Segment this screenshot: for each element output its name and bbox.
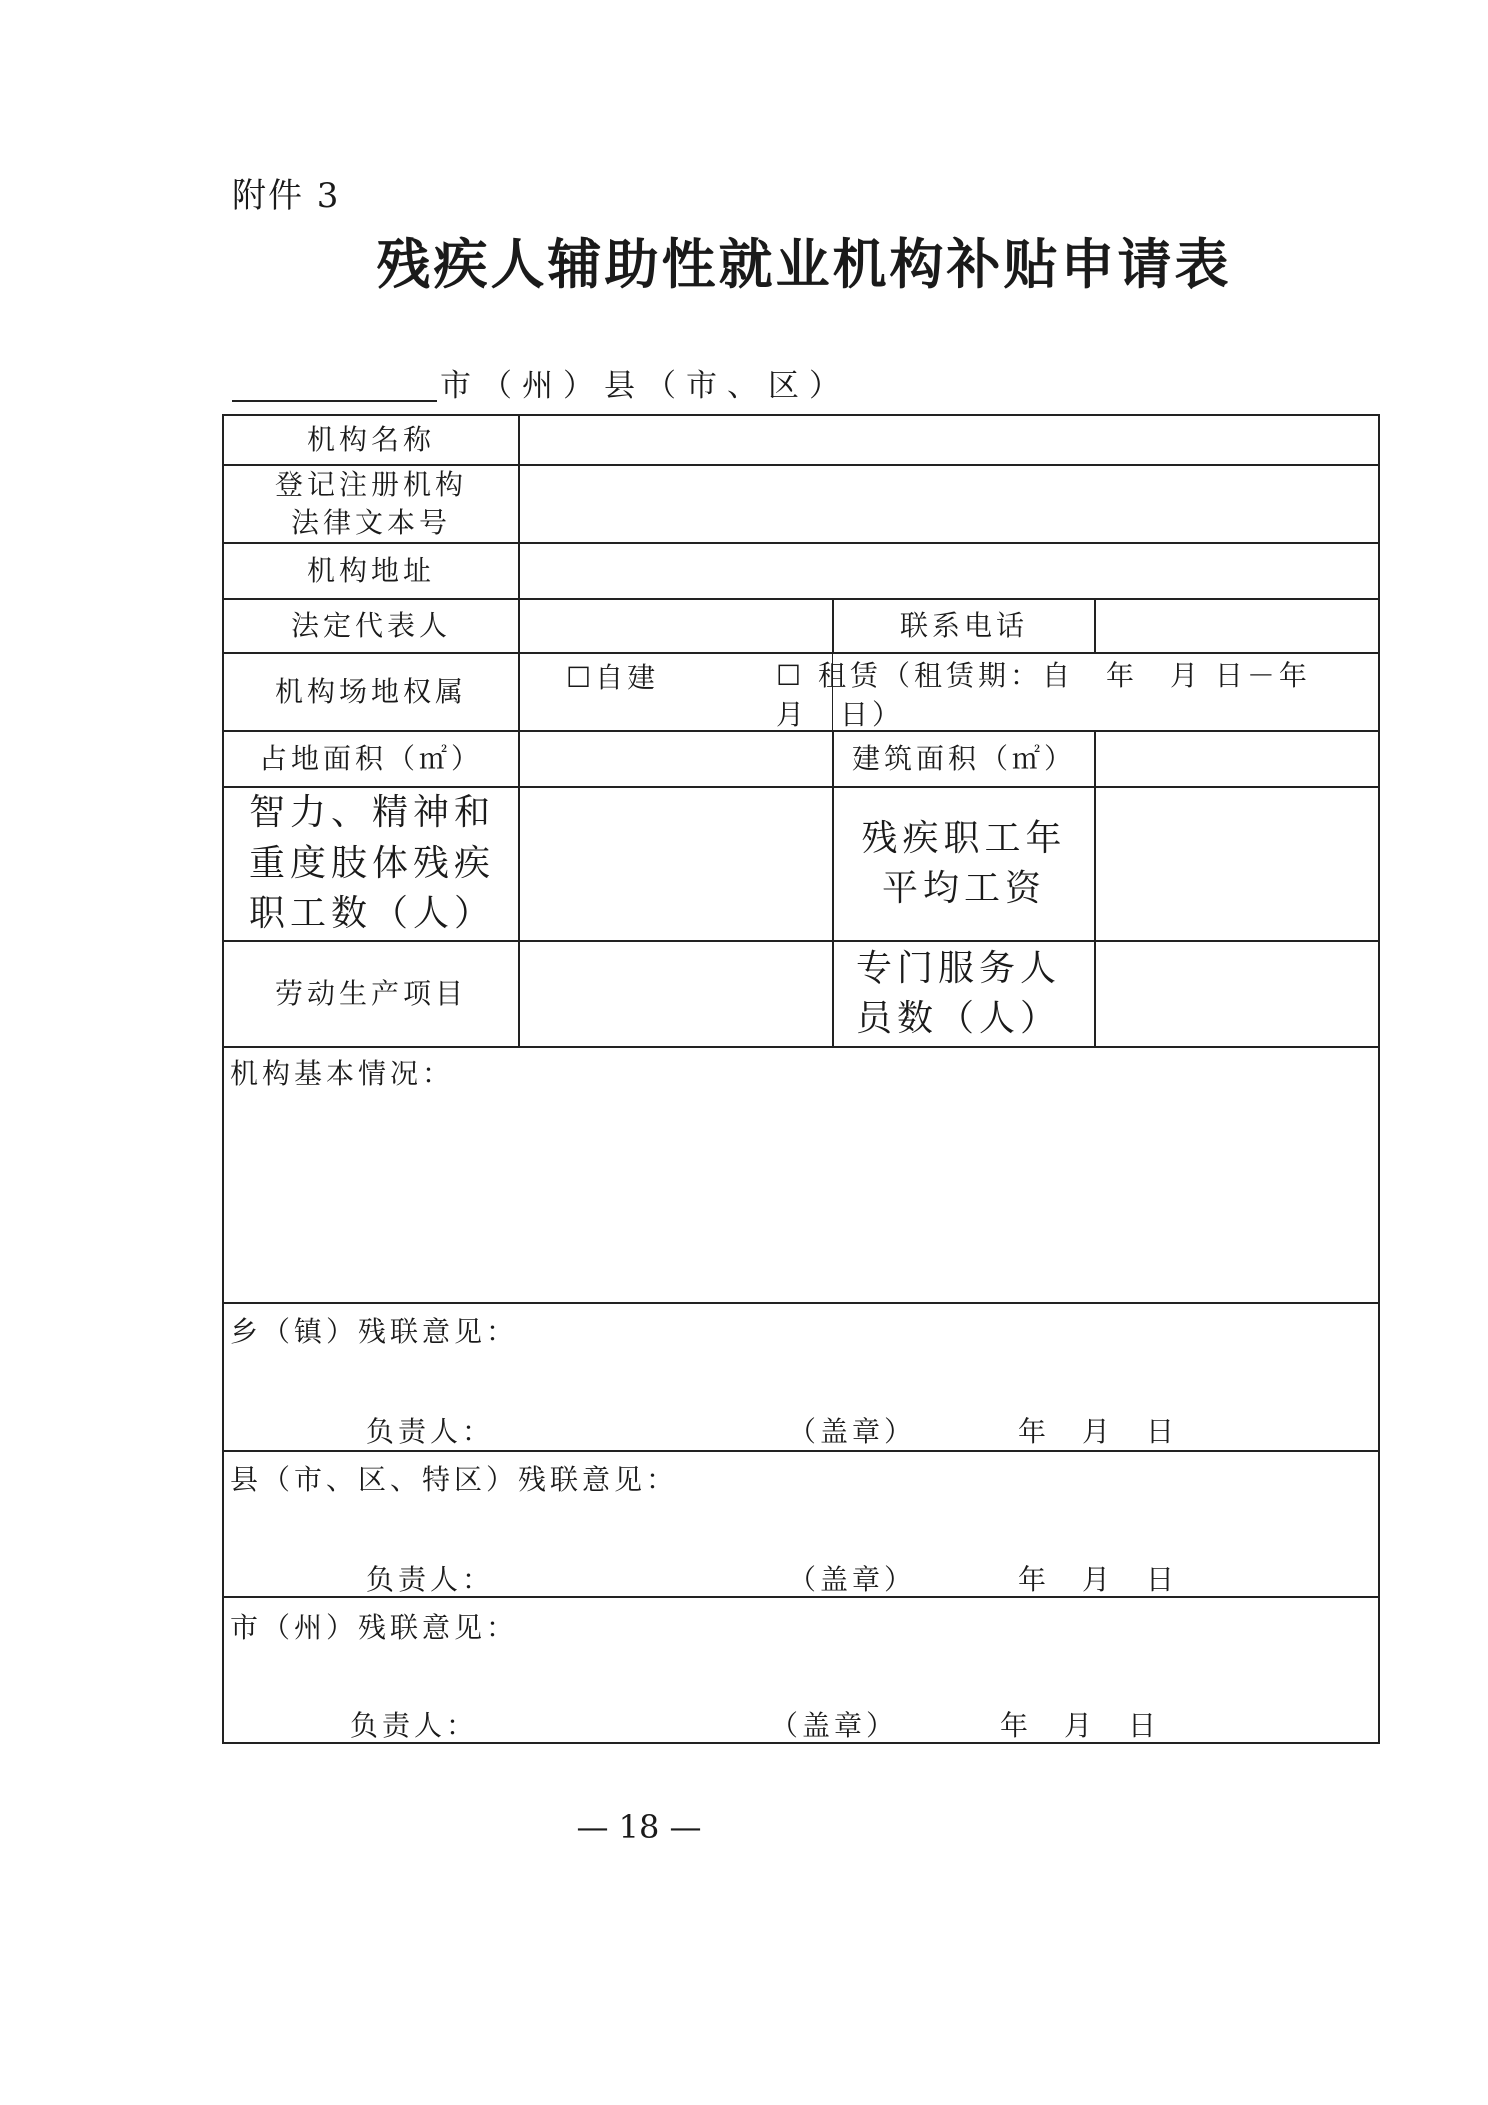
township-opinion-field[interactable]	[224, 1350, 1378, 1410]
org-name-field[interactable]	[520, 416, 1378, 464]
county-responsible: 负责人：	[366, 1563, 495, 1596]
disabled-workers-label: 智力、精神和重度肢体残疾职工数（人）	[248, 792, 495, 935]
region-label: 市（州）县（市、区）	[440, 368, 850, 404]
site-ownership-label: 机构场地权属	[274, 675, 467, 709]
building-area-field[interactable]	[1096, 732, 1378, 786]
phone-label: 联系电话	[899, 609, 1028, 643]
reg-doc-label-line2: 法律文本号	[290, 506, 451, 539]
service-staff-label: 专门服务人员数（人）	[856, 947, 1062, 1039]
township-responsible: 负责人：	[366, 1415, 495, 1448]
region-blank-underline[interactable]	[232, 400, 437, 402]
production-items-label: 劳动生产项目	[274, 977, 467, 1011]
township-seal: （盖章）	[788, 1415, 917, 1448]
basic-info-label: 机构基本情况：	[230, 1057, 455, 1090]
address-label: 机构地址	[306, 554, 435, 588]
service-staff-field[interactable]	[1096, 942, 1378, 1046]
land-area-label: 占地面积（㎡）	[258, 742, 483, 776]
table-right-border	[1378, 414, 1380, 1744]
legal-rep-field[interactable]	[520, 600, 832, 652]
county-seal: （盖章）	[788, 1563, 917, 1596]
production-items-field[interactable]	[520, 942, 832, 1046]
basic-info-field[interactable]	[224, 1090, 1378, 1300]
city-opinion-field[interactable]	[224, 1644, 1378, 1704]
avg-wage-field[interactable]	[1096, 788, 1378, 940]
row-line	[222, 1046, 1380, 1048]
legal-rep-label: 法定代表人	[290, 609, 451, 643]
self-built-checkbox[interactable]: ☐自建	[566, 661, 660, 694]
township-date: 年 月 日	[1018, 1415, 1179, 1448]
building-area-label: 建筑面积（㎡）	[851, 742, 1076, 776]
township-opinion-label: 乡（镇）残联意见：	[230, 1315, 519, 1348]
reg-doc-label-line1: 登记注册机构	[274, 468, 467, 502]
city-seal: （盖章）	[770, 1709, 899, 1742]
city-date: 年 月 日	[1000, 1709, 1161, 1742]
attachment-label: 附件 3	[232, 176, 341, 216]
form-title: 残疾人辅助性就业机构补贴申请表	[376, 233, 1232, 296]
row-line	[222, 1450, 1380, 1452]
land-area-field[interactable]	[520, 732, 832, 786]
county-opinion-label: 县（市、区、特区）残联意见：	[230, 1463, 679, 1496]
city-opinion-label: 市（州）残联意见：	[230, 1611, 519, 1644]
address-field[interactable]	[520, 544, 1378, 598]
phone-field[interactable]	[1096, 600, 1378, 652]
county-date: 年 月 日	[1018, 1563, 1179, 1596]
lease-checkbox[interactable]: ☐ 租赁（租赁期：自 年 月 日－年 月 日）	[776, 659, 1343, 732]
page-number: — 18 —	[576, 1808, 702, 1846]
reg-doc-label	[224, 466, 518, 542]
reg-doc-field[interactable]	[520, 466, 1378, 542]
org-name-label: 机构名称	[306, 423, 435, 457]
disabled-workers-field[interactable]	[520, 788, 832, 940]
city-responsible: 负责人：	[350, 1709, 479, 1742]
row-line	[222, 1302, 1380, 1304]
avg-wage-label: 残疾职工年平均工资	[861, 817, 1067, 909]
county-opinion-field[interactable]	[224, 1496, 1378, 1556]
